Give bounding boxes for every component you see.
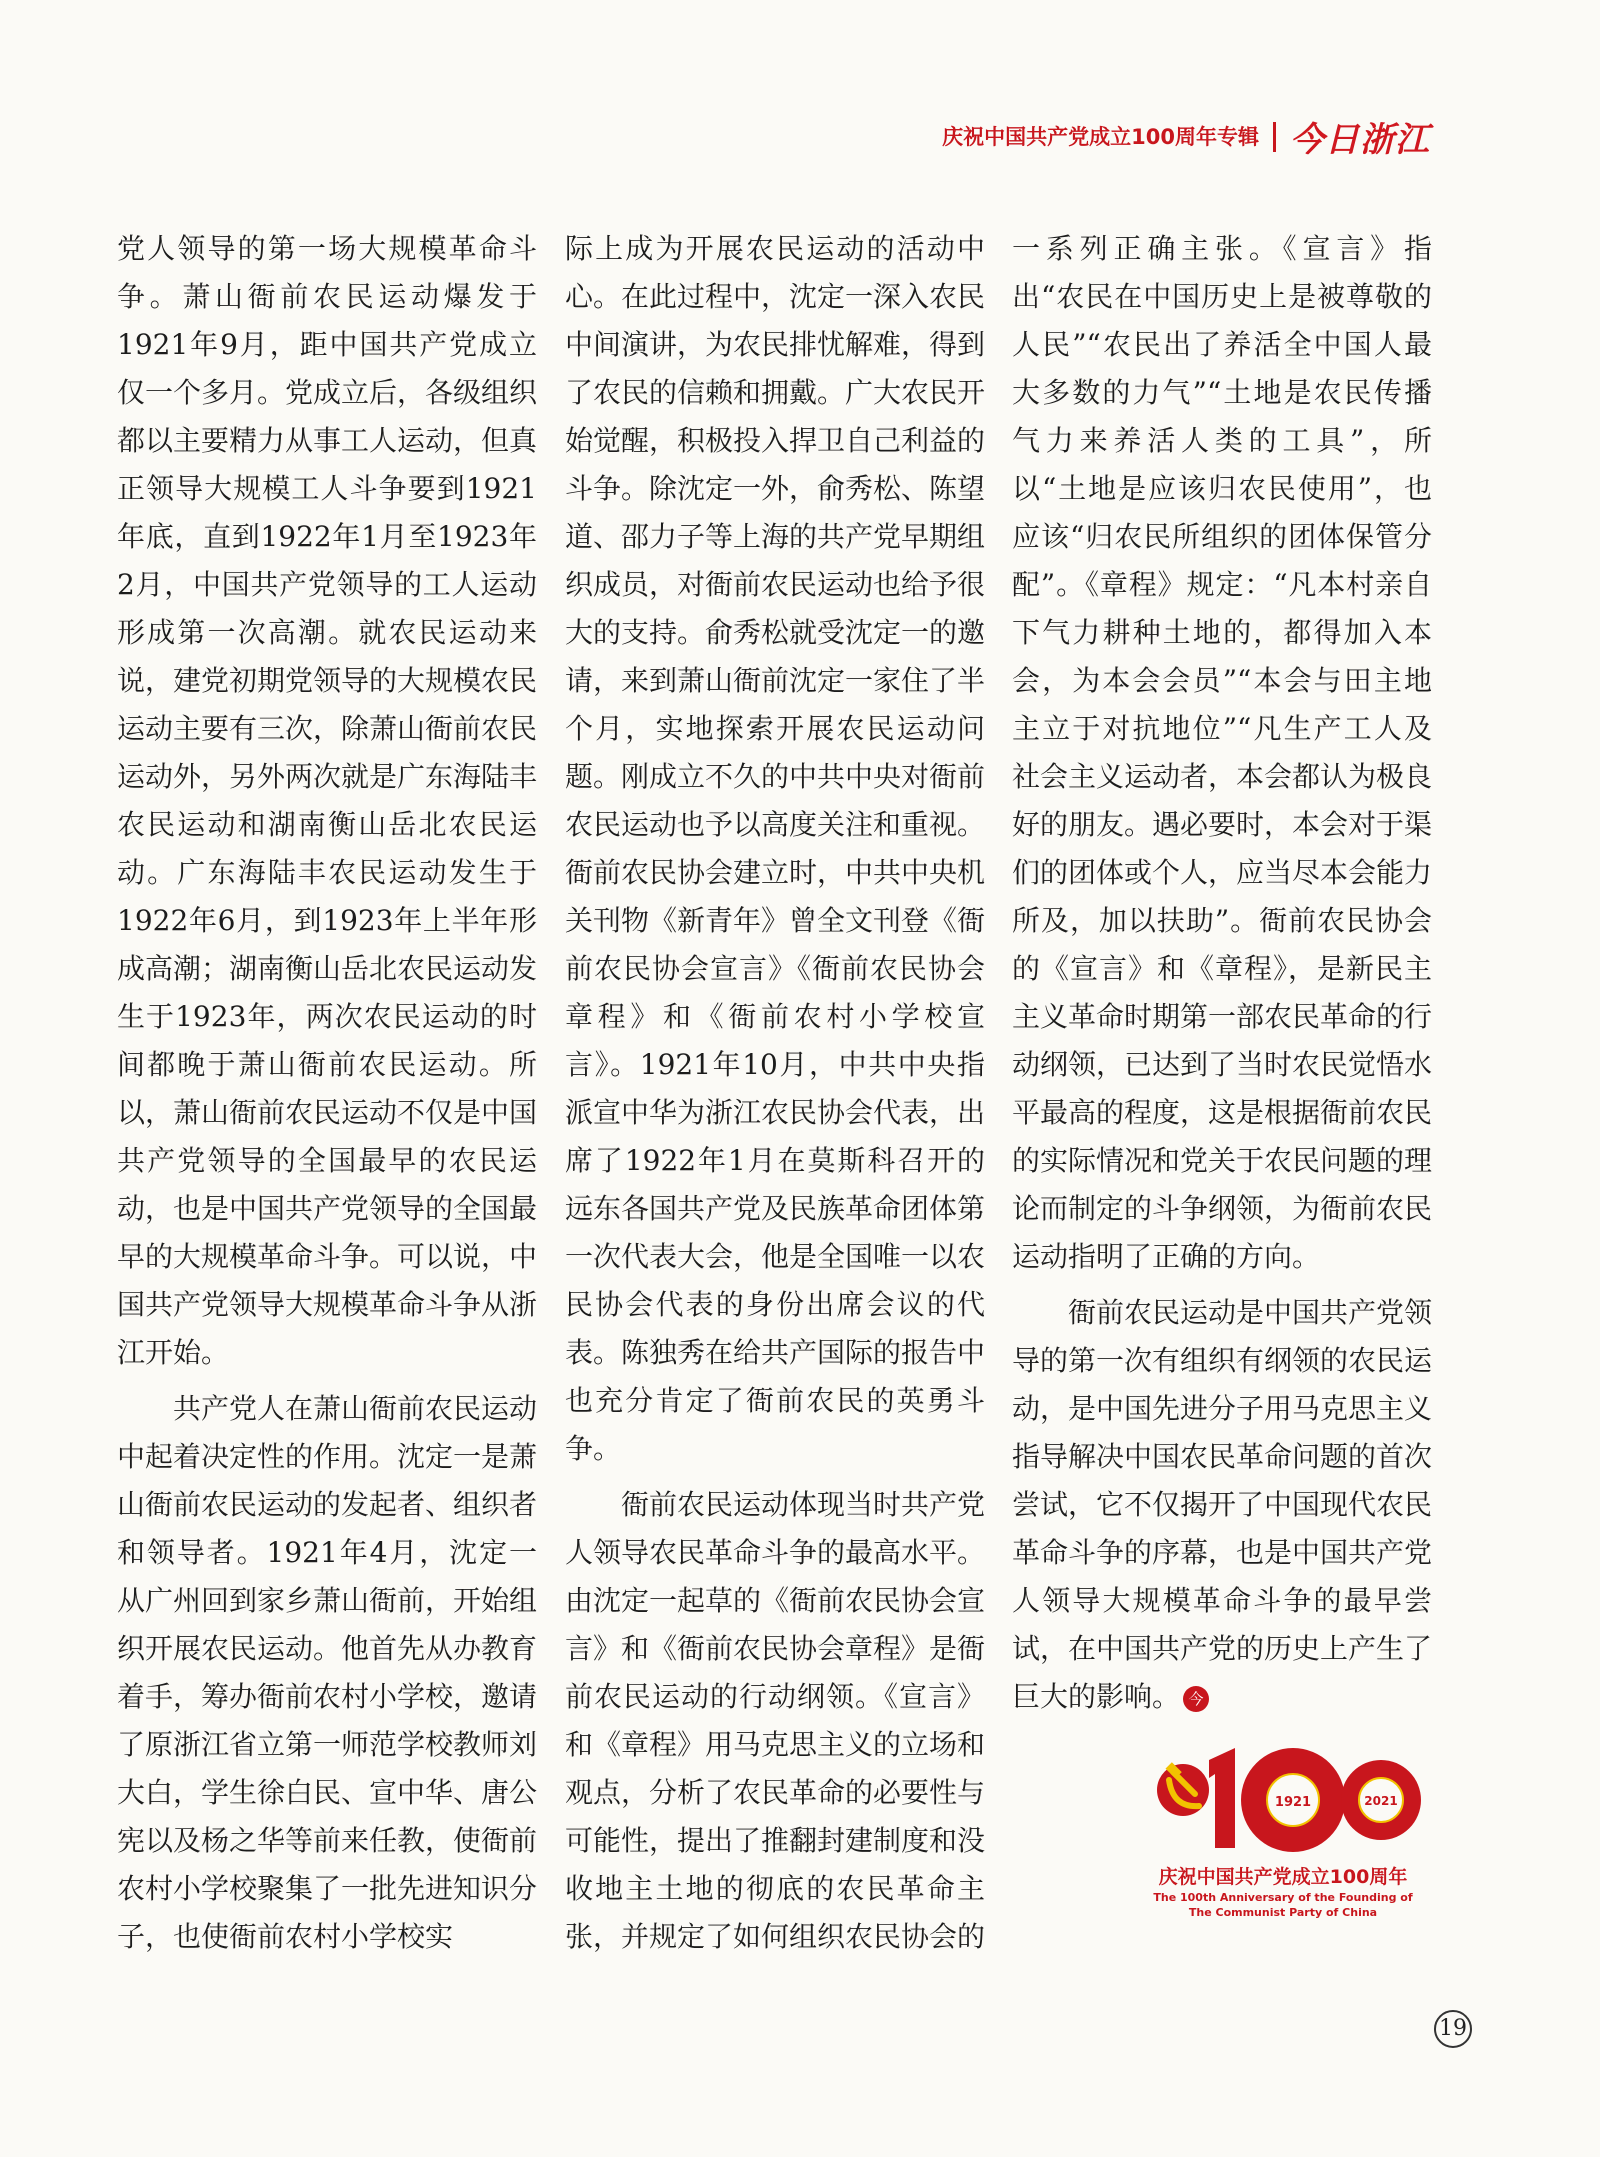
- logo-caption-english-line2: The Communist Party of China: [1188, 1906, 1378, 1919]
- page-header: [942, 112, 1430, 161]
- year-start-label: 1921: [1274, 1795, 1312, 1810]
- paragraph-text: 衙前农民运动是中国共产党领导的第一次有组织有纲领的农民运动，是中国先进分子用马克思主义指导解决中国农民革命问题的首次尝试，它不仅揭开了中国现代农民革命斗争的序幕，也是中国共产党人领导大规模革命斗争的最早尝试，在中国共产党的历史上产生了巨大的影响。: [1012, 1296, 1433, 1713]
- digit-one-shape: [1209, 1748, 1235, 1848]
- magazine-brand: 今日浙江: [1290, 120, 1430, 160]
- paragraph: [1012, 1289, 1432, 1721]
- party-emblem-icon: [1157, 1762, 1209, 1816]
- zero-ring-1921: [1241, 1748, 1345, 1852]
- paragraph: 党人领导的第一场大规模革命斗争。萧山衙前农民运动爆发于1921年9月，距中国共产党成立仅一个多月。党成立后，各级组织都以主要精力从事工人运动，但真正领导大规模工人斗争要到1921年底，直到1922年1月至1923年2月，中国共产党领导的工人运动形成第一次高潮。就农民运动来说，建党初期党领导的大规模农民运动主要有三次，除萧山衙前农民运动外，另外两次就是广东海陆丰农民运动和湖南衡山岳北农民运动。广东海陆丰农民运动发生于1922年6月，到1923年上半年形成高潮；湖南衡山岳北农民运动发生于1923年，两次农民运动的时间都晚于萧山衙前农民运动。所以，萧山衙前农民运动不仅是中国共产党领导的全国最早的农民运动，也是中国共产党领导的全国最早的大规模革命斗争。可以说，中国共产党领导大规模革命斗争从浙江开始。: [117, 232, 538, 1369]
- logo-caption: [1138, 1864, 1428, 1920]
- zero-ring-2021: [1341, 1760, 1421, 1840]
- page-number: 19: [1434, 2010, 1472, 2048]
- paragraph: 际上成为开展农民运动的活动中心。在此过程中，沈定一深入农民中间演讲，为农民排忧解难，得到了农民的信赖和拥戴。广大农民开始觉醒，积极投入捍卫自己利益的斗争。除沈定一外，俞秀松、陈望道、邵力子等上海的共产党早期组织成员，对衙前农民运动也给予很大的支持。俞秀松就受沈定一的邀请，来到萧山衙前沈定一家住了半个月，实地探索开展农民运动问题。刚成立不久的中共中央对衙前农民运动也予以高度关注和重视。衙前农民协会建立时，中共中央机关刊物《新青年》曾全文刊登《衙前农民协会宣言》《衙前农民协会章程》和《衙前农村小学校宣言》。1921年10月，中共中央指派宣中华为浙江农民协会代表，出席了1922年1月在莫斯科召开的远东各国共产党及民族革命团体第一次代表大会，他是全国唯一以农民协会代表的身份出席会议的代表。陈独秀在给共产国际的报告中也充分肯定了衙前农民的英勇斗争。: [565, 232, 986, 1465]
- text-column-3: [1012, 225, 1432, 1721]
- paragraph: 共产党人在萧山衙前农民运动中起着决定性的作用。沈定一是萧山衙前农民运动的发起者、组织者和领导者。1921年4月，沈定一从广州回到家乡萧山衙前，开始组织开展农民运动。他首先从办教育着手，筹办衙前农村小学校，邀请了原浙江省立第一师范学校教师刘大白，学生徐白民、宣中华、唐公宪以及杨之华等前来任教，使衙前农村小学校聚集了一批先进知识分子，也使衙前农村小学校实: [117, 1392, 538, 1953]
- paragraph: 一系列正确主张。《宣言》指出“农民在中国历史上是被尊敬的人民”“农民出了养活全中国人最大多数的力气”“土地是农民传播气力来养活人类的工具”，所以“土地是应该归农民使用”，也应该“归农民所组织的团体保管分配”。《章程》规定：“凡本村亲自下气力耕种土地的，都得加入本会，为本会会员”“本会与田主地主立于对抗地位”“凡生产工人及社会主义运动者，本会都认为极良好的朋友。遇必要时，本会对于渠们的团体或个人，应当尽本会能力所及，加以扶助”。衙前农民协会的《宣言》和《章程》，是新民主主义革命时期第一部农民革命的行动纲领，已达到了当时农民觉悟水平最高的程度，这是根据衙前农民的实际情况和党关于农民问题的理论而制定的斗争纲领，为衙前农民运动指明了正确的方向。: [1012, 232, 1433, 1273]
- end-mark-icon: 今: [1183, 1686, 1209, 1712]
- text-column-1: [117, 225, 537, 1961]
- header-tagline: 庆祝中国共产党成立100周年专辑: [942, 122, 1276, 152]
- paragraph: 衙前农民运动体现当时共产党人领导农民革命斗争的最高水平。由沈定一起草的《衙前农民协会宣言》和《衙前农民协会章程》是衙前农民运动的行动纲领。《宣言》和《章程》用马克思主义的立场和观点，分析了农民革命的必要性与可能性，提出了推翻封建制度和没收地主土地的彻底的农民革命主张，并规定了如何组织农民协会的: [565, 1488, 986, 1953]
- year-end-label: 2021: [1364, 1794, 1398, 1808]
- logo-caption-english-line1: The 100th Anniversary of the Founding of: [1153, 1891, 1413, 1904]
- logo-caption-chinese: 庆祝中国共产党成立100周年: [1158, 1866, 1408, 1888]
- text-column-2: [565, 225, 985, 1961]
